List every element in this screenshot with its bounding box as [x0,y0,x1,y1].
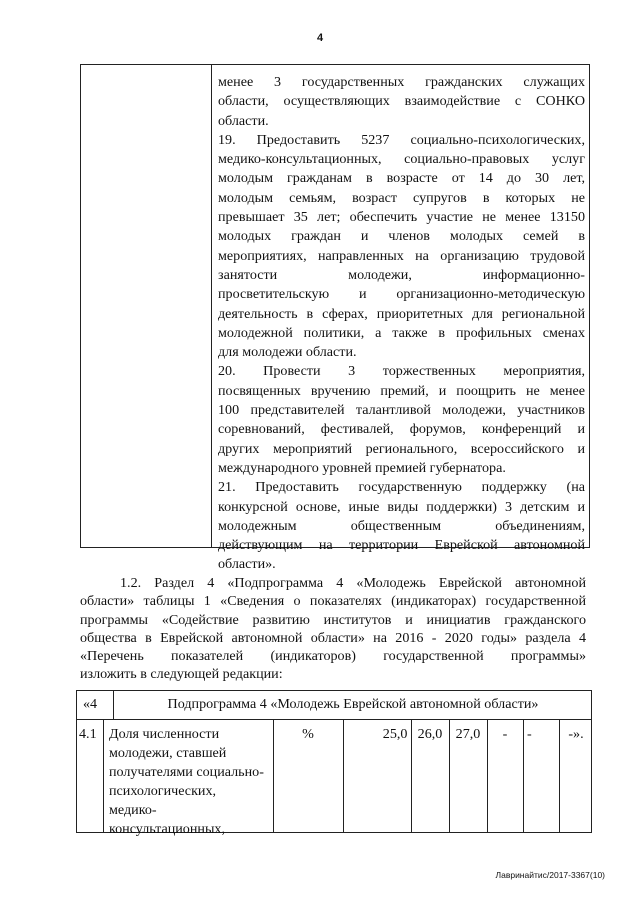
value-2017: 26,0 [417,726,443,742]
text-line: 20. Провести 3 торжественных мероприятия, [218,363,585,380]
text-line: медико- [109,802,157,818]
text-line: 19. Предоставить 5237 социально-психологических, [218,131,585,148]
text-line: области». [218,556,276,573]
text-line: «Перечень показателей (индикаторов) государственной программы» [80,648,586,665]
text-line: области, осуществляющих взаимодействие с СОНКО [218,93,585,110]
text-line: просветительскую и организационно-методическую [218,286,585,303]
text-line: международного уровней премией губернатора. [218,459,506,476]
value-end: -». [568,726,584,742]
text-line: молодежным общественным объединениям, [218,517,585,534]
text-line: области» таблицы 1 «Сведения о показателях (индикаторах) государственной [80,593,586,610]
unit-cell: % [302,726,314,742]
text-line: деятельность в сферах, приоритетных для региональной [218,305,585,322]
document-footer: Лавринайтис/2017-3367(10) [495,870,605,880]
text-line: изложить в следующей редакции: [80,666,283,683]
text-line: других мероприятий регионального, всероссийского и [218,440,585,457]
text-line: превышает 35 лет; обеспечить участие не менее 13150 [218,209,585,226]
text-line: области. [218,112,269,129]
table-header-row [77,691,591,720]
value-2016: 25,0 [382,726,408,742]
text-line: молодежной политики, а также в профильных сменах [218,324,585,341]
column-divider [103,720,104,832]
text-line: молодежи, ставшей [109,745,227,761]
text-line: общества в Еврейской автономной области» на 2016 - 2020 годы» раздела 4 [80,629,586,646]
text-line: менее 3 государственных гражданских служащих [218,74,585,90]
text-line: психологических, [109,783,217,799]
paragraph-1-2 [80,574,586,684]
text-line: 100 представителей талантливой молодежи, участников [218,402,585,419]
text-line: программы «Содействие развитию институтов и инициатив гражданского [80,611,586,628]
value-cell [343,725,411,744]
text-line: соревнований, фестивалей, форумов, конференций и [218,421,585,438]
indicators-table [76,690,592,837]
text-line: Доля численности [109,726,220,742]
value-2020: - [527,726,532,742]
text-line: молодым семьям, возраст супругов в которых не [218,189,585,206]
indicator-name [109,725,271,839]
text-line: молодых граждан и членов молодых семей в [218,228,585,245]
text-line: получателями социально- [109,764,264,780]
text-line: консультационных, [109,821,225,837]
text-line: посвященных вручению премий, и поощрить не менее [218,382,585,399]
text-line: молодым гражданам в возрасте от 14 до 30 лет, [218,170,585,187]
table-continuation [80,64,590,573]
table-column-divider [211,65,212,547]
row-number: 4.1 [79,726,97,742]
header-title: Подпрограмма 4 «Молодежь Еврейской автономной области» [167,696,539,712]
value-2019: - [502,726,508,742]
header-number: «4 [83,696,98,712]
text-line: для молодежи области. [218,344,357,361]
text-line: 1.2. Раздел 4 «Подпрограмма 4 «Молодежь Еврейской автономной [120,575,586,591]
text-line: 21. Предоставить государственную поддержку (на [218,479,585,496]
text-line: действующим на территории Еврейской автономной [218,537,585,554]
table-text-cell [218,73,585,575]
value-2018: 27,0 [455,726,481,742]
text-line: занятости молодежи, информационно- [218,266,585,283]
text-line: медико-консультационных, социально-правовых услуг [218,151,585,168]
text-line: конкурсной основе, иные виды поддержки) 3 детским и [218,498,585,515]
text-line: мероприятиях, направленных на организацию трудовой [218,247,585,264]
page-number: 4 [316,32,324,44]
